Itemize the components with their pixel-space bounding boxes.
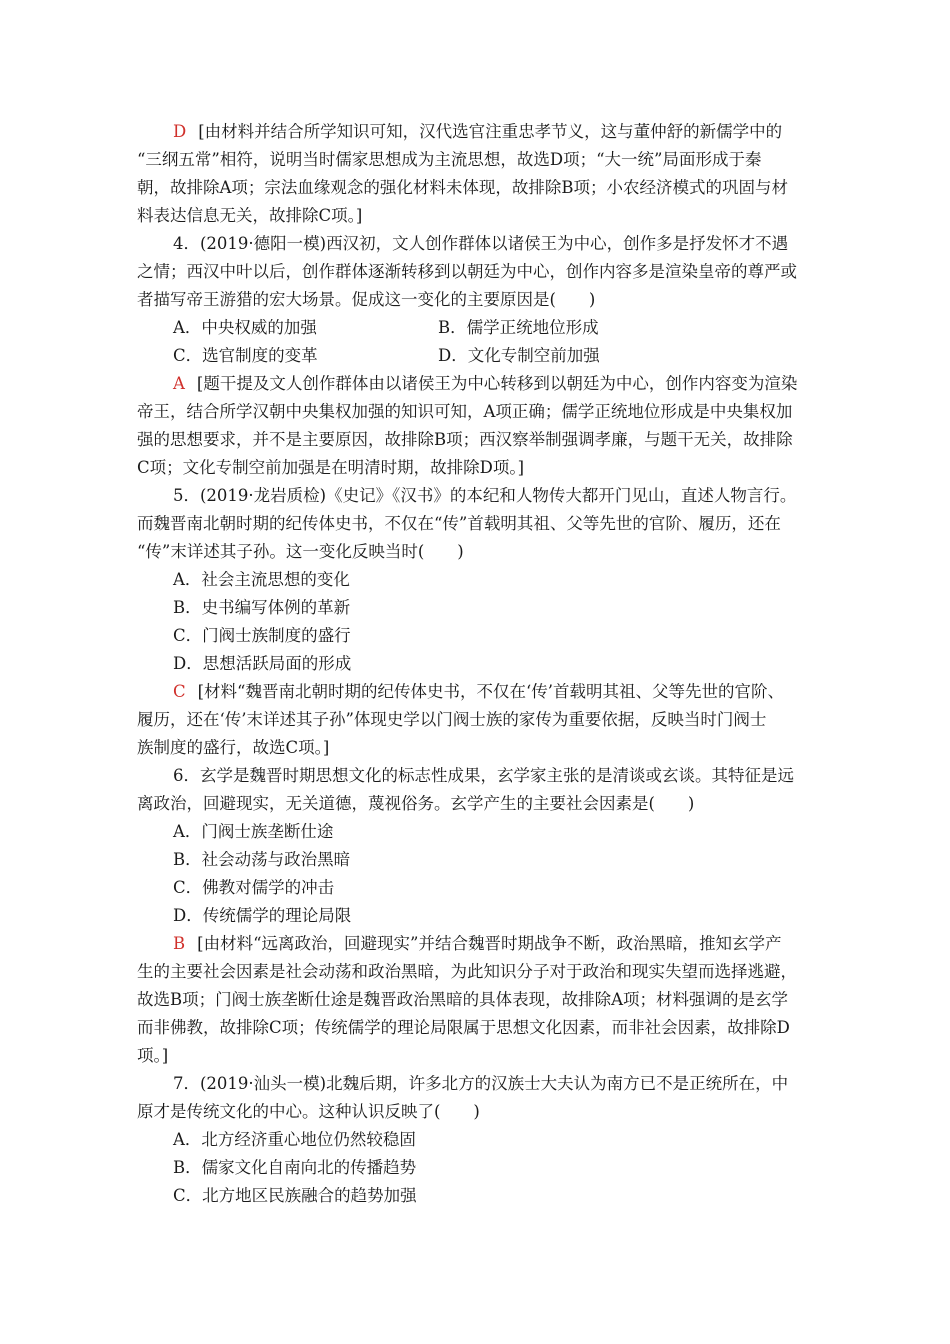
explanation-line: 族制度的盛行，故选C项。] <box>137 738 330 757</box>
explanation-line: 料表达信息无关，故排除C项。] <box>137 206 363 225</box>
explanation-line: [由材料“远离政治，回避现实”并结合魏晋时期战争不断，政治黑暗，推知玄学产 <box>197 934 782 953</box>
answer-block-q5 <box>0 681 950 703</box>
answer-block-q6 <box>0 933 950 955</box>
question-line: “传”末详述其子孙。这一变化反映当时( ) <box>137 542 464 561</box>
explanation-line: 而非佛教，故排除C项；传统儒学的理论局限属于思想文化因素，而非社会因素，故排除D <box>137 1018 790 1037</box>
option-b: B．儒家文化自南向北的传播趋势 <box>173 1158 417 1177</box>
option-a: A．门阀士族垄断仕途 <box>173 822 334 841</box>
option-d: D．文化专制空前加强 <box>438 346 600 365</box>
question-5-stem: 5．(2019·龙岩质检)《史记》《汉书》的本纪和人物传大都开门见山，直述人物言行。 <box>173 486 797 505</box>
option-b: B．儒学正统地位形成 <box>438 318 599 337</box>
explanation-line: C项；文化专制空前加强是在明清时期，故排除D项。] <box>137 458 525 477</box>
question-4-stem: 4．(2019·德阳一模)西汉初，文人创作群体以诸侯王为中心，创作多是抒发怀才不遇 <box>173 234 789 253</box>
explanation-line: [题干提及文人创作群体由以诸侯王为中心转移到以朝廷为中心，创作内容变为渲染 <box>196 374 798 393</box>
option-a: A．社会主流思想的变化 <box>173 570 350 589</box>
answer-letter: D <box>173 122 187 141</box>
explanation-line: 朝，故排除A项；宗法血缘观念的强化材料未体现，故排除B项；小农经济模式的巩固与材 <box>137 178 789 197</box>
option-c: C．选官制度的变革 <box>173 346 318 365</box>
explanation-line: 故选B项；门阀士族垄断仕途是魏晋政治黑暗的具体表现，故排除A项；材料强调的是玄学 <box>137 990 789 1009</box>
explanation-line: 生的主要社会因素是社会动荡和政治黑暗，为此知识分子对于政治和现实失望而选择逃避， <box>137 962 797 981</box>
explanation-line: 帝王，结合所学汉朝中央集权加强的知识可知，A项正确；儒学正统地位形成是中央集权加 <box>137 402 793 421</box>
answer-block-q4 <box>0 373 950 395</box>
answer-block-q3 <box>0 121 950 143</box>
question-line: 者描写帝王游猎的宏大场景。促成这一变化的主要原因是( ) <box>137 290 596 309</box>
option-d: D．传统儒学的理论局限 <box>173 906 352 925</box>
answer-letter: A <box>173 374 185 393</box>
option-a: A．北方经济重心地位仍然较稳固 <box>173 1130 416 1149</box>
explanation-line: [材料“魏晋南北朝时期的纪传体史书，不仅在‘传’首载明其祖、父等先世的官阶、 <box>197 682 784 701</box>
option-b: B．社会动荡与政治黑暗 <box>173 850 351 869</box>
explanation-line: 履历，还在‘传’末详述其子孙”体现史学以门阀士族的家传为重要依据，反映当时门阀士 <box>137 710 767 729</box>
option-row <box>0 345 950 367</box>
explanation-line: 项。] <box>137 1046 169 1065</box>
option-c: C．北方地区民族融合的趋势加强 <box>173 1186 417 1205</box>
option-c: C．门阀士族制度的盛行 <box>173 626 351 645</box>
option-d: D．思想活跃局面的形成 <box>173 654 352 673</box>
question-line: 离政治，回避现实，无关道德，蔑视俗务。玄学产生的主要社会因素是( ) <box>137 794 695 813</box>
option-c: C．佛教对儒学的冲击 <box>173 878 335 897</box>
question-6-stem: 6．玄学是魏晋时期思想文化的标志性成果，玄学家主张的是清谈或玄谈。其特征是远 <box>173 766 794 785</box>
explanation-line: “三纲五常”相符，说明当时儒家思想成为主流思想，故选D项；“大一统”局面形成于秦 <box>137 150 762 169</box>
option-a: A．中央权威的加强 <box>173 318 317 337</box>
question-line: 之情；西汉中叶以后，创作群体逐渐转移到以朝廷为中心，创作内容多是渲染皇帝的尊严或 <box>137 262 797 281</box>
explanation-line: 强的思想要求，并不是主要原因，故排除B项；西汉察举制强调孝廉，与题干无关，故排除 <box>137 430 793 449</box>
explanation-line: [由材料并结合所学知识可知，汉代选官注重忠孝节义，这与董仲舒的新儒学中的 <box>198 122 783 141</box>
option-b: B．史书编写体例的革新 <box>173 598 351 617</box>
answer-letter: B <box>173 934 186 953</box>
question-line: 而魏晋南北朝时期的纪传体史书，不仅在“传”首载明其祖、父等先世的官阶、履历，还在 <box>137 514 781 533</box>
answer-letter: C <box>173 682 186 701</box>
option-row <box>0 317 950 339</box>
question-7-stem: 7．(2019·汕头一模)北魏后期，许多北方的汉族士大夫认为南方已不是正统所在，中 <box>173 1074 789 1093</box>
question-line: 原才是传统文化的中心。这种认识反映了( ) <box>137 1102 480 1121</box>
